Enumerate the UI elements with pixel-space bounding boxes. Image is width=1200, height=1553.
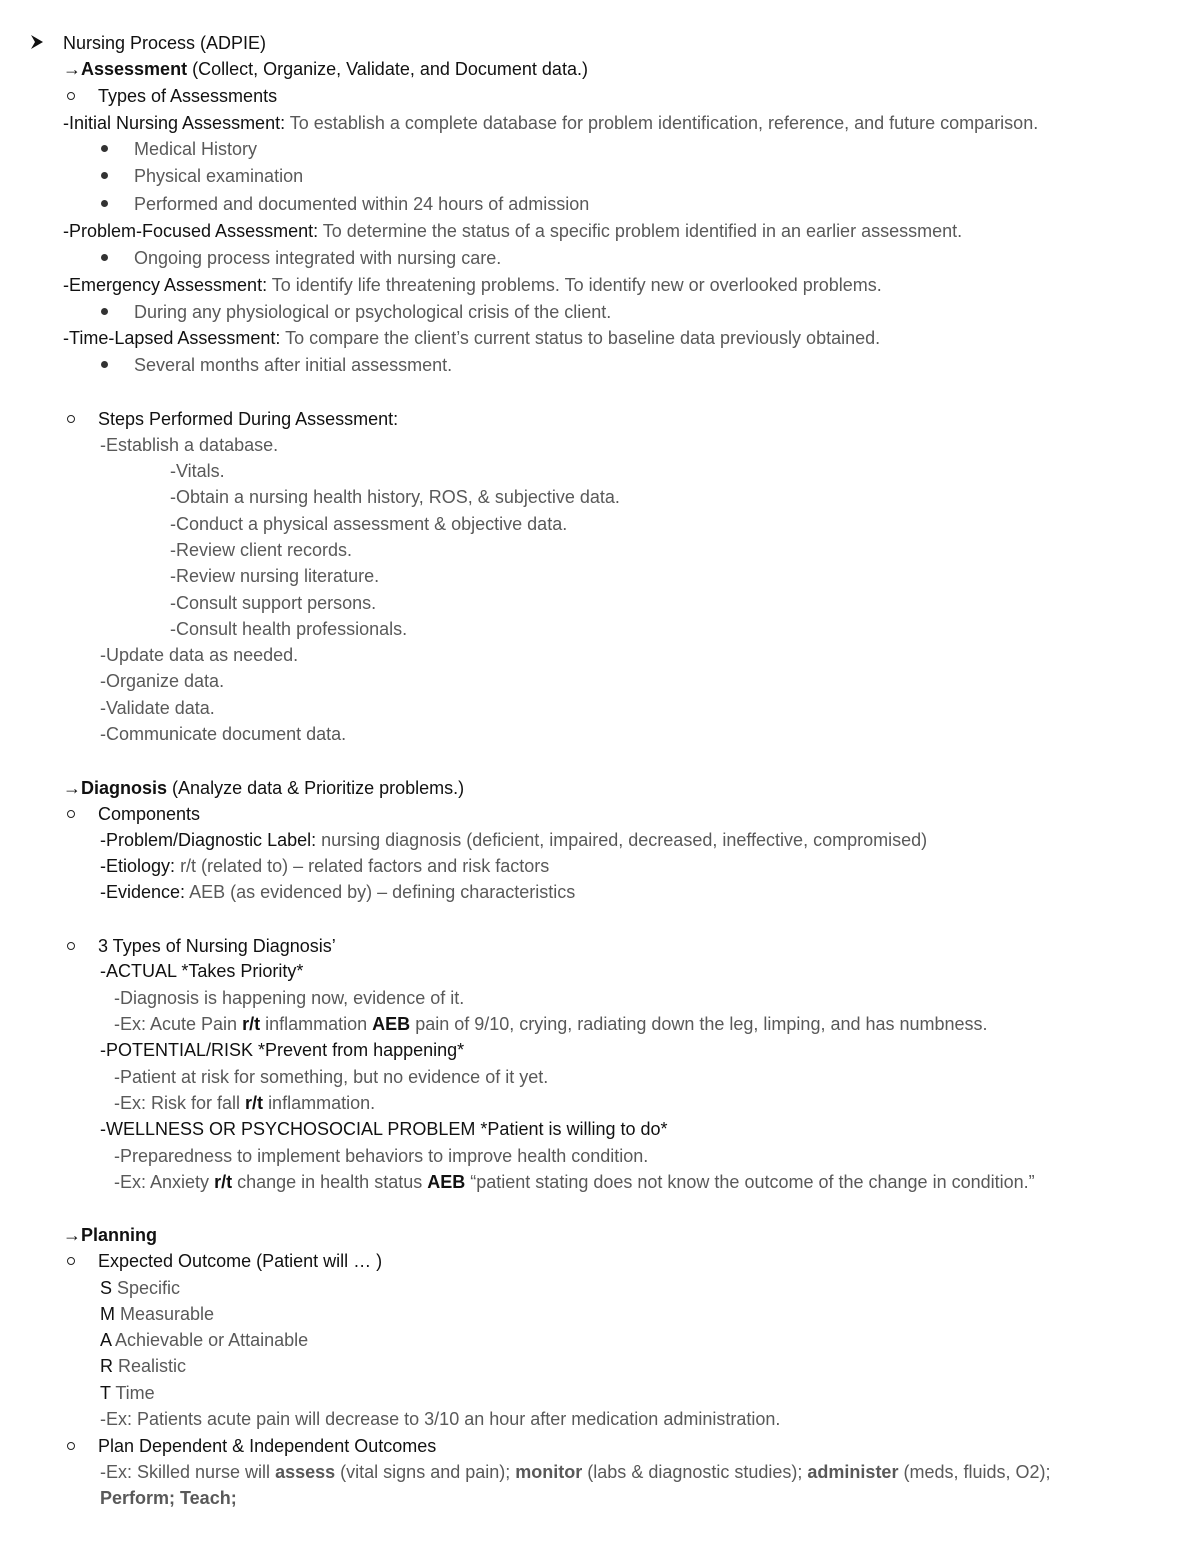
smart-item: M Measurable xyxy=(100,1304,215,1324)
step-sub-item: -Review client records. xyxy=(170,540,353,560)
component-item: -Problem/Diagnostic Label: nursing diagnosis (deficient, impaired, decreased, ineffective, compromised) xyxy=(100,830,928,850)
arrow-icon: → xyxy=(63,778,81,798)
step-sub-item: -Consult support persons. xyxy=(170,593,377,613)
smart-item: R Realistic xyxy=(100,1356,187,1376)
arrow-icon: → xyxy=(63,59,81,79)
component-item: -Etiology: r/t (related to) – related factors and risk factors xyxy=(100,856,550,876)
wellness-example: -Ex: Anxiety r/t change in health status AEB “patient stating does not know the outcome of the change in condition.” xyxy=(114,1172,1035,1192)
types-of-assessments: Types of Assessments xyxy=(98,86,278,106)
step-item: -Update data as needed. xyxy=(100,645,299,665)
actual-example: -Ex: Acute Pain r/t inflammation AEB pain of 9/10, crying, radiating down the leg, limping, and has numbness. xyxy=(114,1014,988,1034)
wellness-desc: -Preparedness to implement behaviors to improve health condition. xyxy=(114,1146,649,1166)
actual-label: -ACTUAL *Takes Priority* xyxy=(100,961,304,981)
outcome-heading: Expected Outcome (Patient will … ) xyxy=(98,1251,383,1271)
step-sub-item: -Conduct a physical assessment & objective data. xyxy=(170,514,568,534)
list-item: During any physiological or psychological crisis of the client. xyxy=(134,302,612,322)
circle-bullet-icon xyxy=(67,415,75,423)
risk-desc: -Patient at risk for something, but no evidence of it yet. xyxy=(114,1067,549,1087)
list-item: Ongoing process integrated with nursing care. xyxy=(134,248,502,268)
step-item: -Establish a database. xyxy=(100,435,279,455)
step-item: -Communicate document data. xyxy=(100,724,347,744)
components-heading: Components xyxy=(98,804,201,824)
circle-bullet-icon xyxy=(67,942,75,950)
bullet-dot-icon xyxy=(101,361,108,368)
diagnosis-heading: →Diagnosis (Analyze data & Prioritize problems.) xyxy=(63,778,465,798)
assessment-heading: →Assessment (Collect, Organize, Validate, and Document data.) xyxy=(63,59,588,79)
step-sub-item: -Consult health professionals. xyxy=(170,619,408,639)
plan-heading: Plan Dependent & Independent Outcomes xyxy=(98,1436,437,1456)
circle-bullet-icon xyxy=(67,1257,75,1265)
plan-example: -Ex: Skilled nurse will assess (vital signs and pain); monitor (labs & diagnostic studies); administer (meds, fluids, O2); xyxy=(100,1462,1051,1482)
risk-example: -Ex: Risk for fall r/t inflammation. xyxy=(114,1093,376,1113)
diagnosis-types-heading: 3 Types of Nursing Diagnosis’ xyxy=(98,936,336,956)
smart-example: -Ex: Patients acute pain will decrease to 3/10 an hour after medication administration. xyxy=(100,1409,781,1429)
actual-desc: -Diagnosis is happening now, evidence of it. xyxy=(114,988,465,1008)
time-lapsed-assessment: -Time-Lapsed Assessment: To compare the client’s current status to baseline data previously obtained. xyxy=(63,328,881,348)
initial-assessment: -Initial Nursing Assessment: To establish a complete database for problem identification, reference, and future comparison. xyxy=(63,113,1039,133)
wellness-label: -WELLNESS OR PSYCHOSOCIAL PROBLEM *Patient is willing to do* xyxy=(100,1119,668,1139)
step-sub-item: -Review nursing literature. xyxy=(170,566,380,586)
risk-label: -POTENTIAL/RISK *Prevent from happening* xyxy=(100,1040,465,1060)
list-item: Physical examination xyxy=(134,166,304,186)
list-item: Medical History xyxy=(134,139,258,159)
bullet-dot-icon xyxy=(101,308,108,315)
emergency-assessment: -Emergency Assessment: To identify life threatening problems. To identify new or overlooked problems. xyxy=(63,275,882,295)
bullet-dot-icon xyxy=(101,254,108,261)
bullet-dot-icon xyxy=(101,172,108,179)
step-item: -Validate data. xyxy=(100,698,215,718)
doc-title: Nursing Process (ADPIE) xyxy=(63,33,267,53)
steps-heading: Steps Performed During Assessment: xyxy=(98,409,399,429)
bullet-dot-icon xyxy=(101,145,108,152)
planning-heading: →Planning xyxy=(63,1225,157,1245)
step-sub-item: -Obtain a nursing health history, ROS, & subjective data. xyxy=(170,487,620,507)
step-item: -Organize data. xyxy=(100,671,225,691)
list-item: Performed and documented within 24 hours of admission xyxy=(134,194,590,214)
arrowhead-bullet-icon xyxy=(30,34,44,50)
smart-item: S Specific xyxy=(100,1278,181,1298)
plan-example-cont: Perform; Teach; xyxy=(100,1488,237,1508)
list-item: Several months after initial assessment. xyxy=(134,355,453,375)
circle-bullet-icon xyxy=(67,1442,75,1450)
bullet-dot-icon xyxy=(101,200,108,207)
arrow-icon: → xyxy=(63,1225,81,1245)
component-item: -Evidence: AEB (as evidenced by) – defining characteristics xyxy=(100,882,576,902)
circle-bullet-icon xyxy=(67,810,75,818)
smart-item: A Achievable or Attainable xyxy=(100,1330,309,1350)
circle-bullet-icon xyxy=(67,92,75,100)
problem-focused-assessment: -Problem-Focused Assessment: To determine the status of a specific problem identified in an earlier assessment. xyxy=(63,221,963,241)
smart-item: T Time xyxy=(100,1383,155,1403)
step-sub-item: -Vitals. xyxy=(170,461,225,481)
